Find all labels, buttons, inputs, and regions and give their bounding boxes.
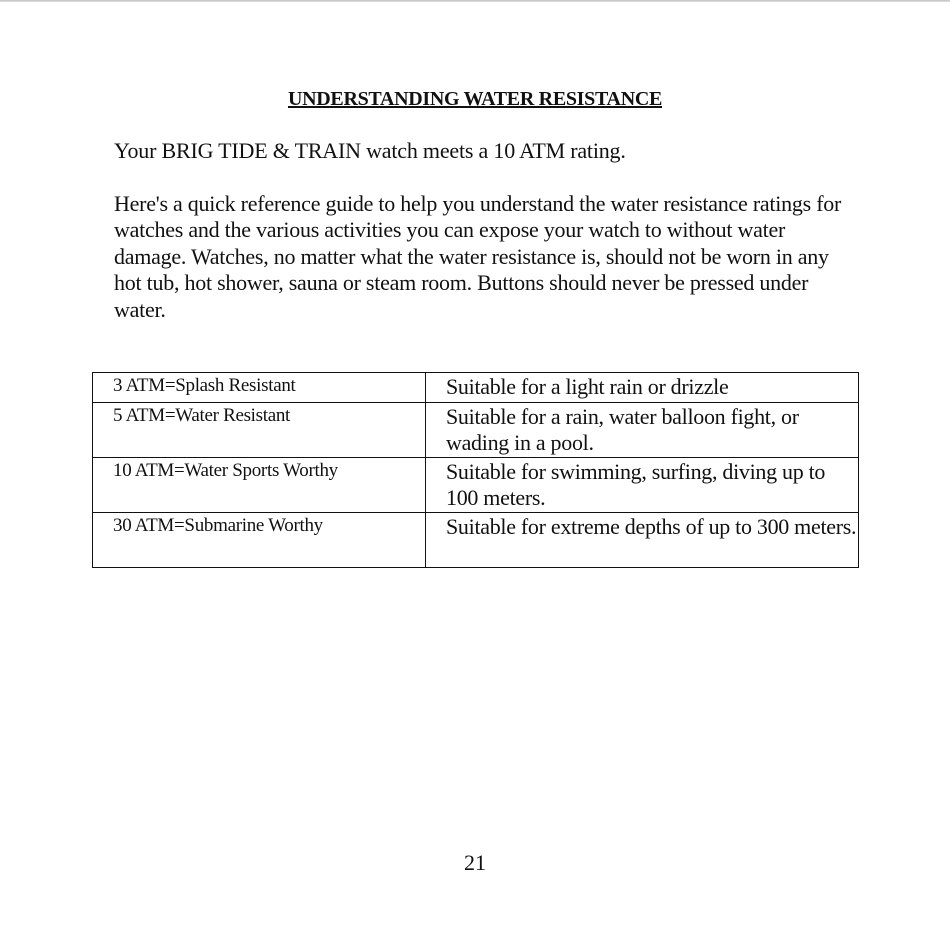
rating-cell: 30 ATM=Submarine Worthy [93, 513, 426, 568]
description-cell: Suitable for a light rain or drizzle [426, 373, 859, 403]
table-row [93, 403, 859, 458]
page-number: 21 [464, 850, 486, 875]
description-cell: Suitable for a rain, water balloon fight, or wading in a pool. [426, 403, 859, 458]
page-title: UNDERSTANDING WATER RESISTANCE [287, 88, 663, 110]
intro-sentence: Your BRIG TIDE & TRAIN watch meets a 10 ATM rating. [114, 138, 626, 163]
rating-cell: 3 ATM=Splash Resistant [93, 373, 426, 403]
description-cell: Suitable for swimming, surfing, diving up to 100 meters. [426, 458, 859, 513]
reference-paragraph: Here's a quick reference guide to help you understand the water resistance ratings for watches and the various activities you can expose your watch to without water damage. Watches, no matter what the water resistance is, should not be worn in any hot tub, hot shower, sauna or steam room. Buttons should never be pressed under water. [114, 191, 842, 322]
table-row [93, 373, 859, 403]
rating-cell: 5 ATM=Water Resistant [93, 403, 426, 458]
description-cell: Suitable for extreme depths of up to 300 meters. [426, 513, 859, 568]
water-resistance-table [92, 372, 859, 568]
table-row [93, 458, 859, 513]
rating-cell: 10 ATM=Water Sports Worthy [93, 458, 426, 513]
table-row [93, 513, 859, 568]
